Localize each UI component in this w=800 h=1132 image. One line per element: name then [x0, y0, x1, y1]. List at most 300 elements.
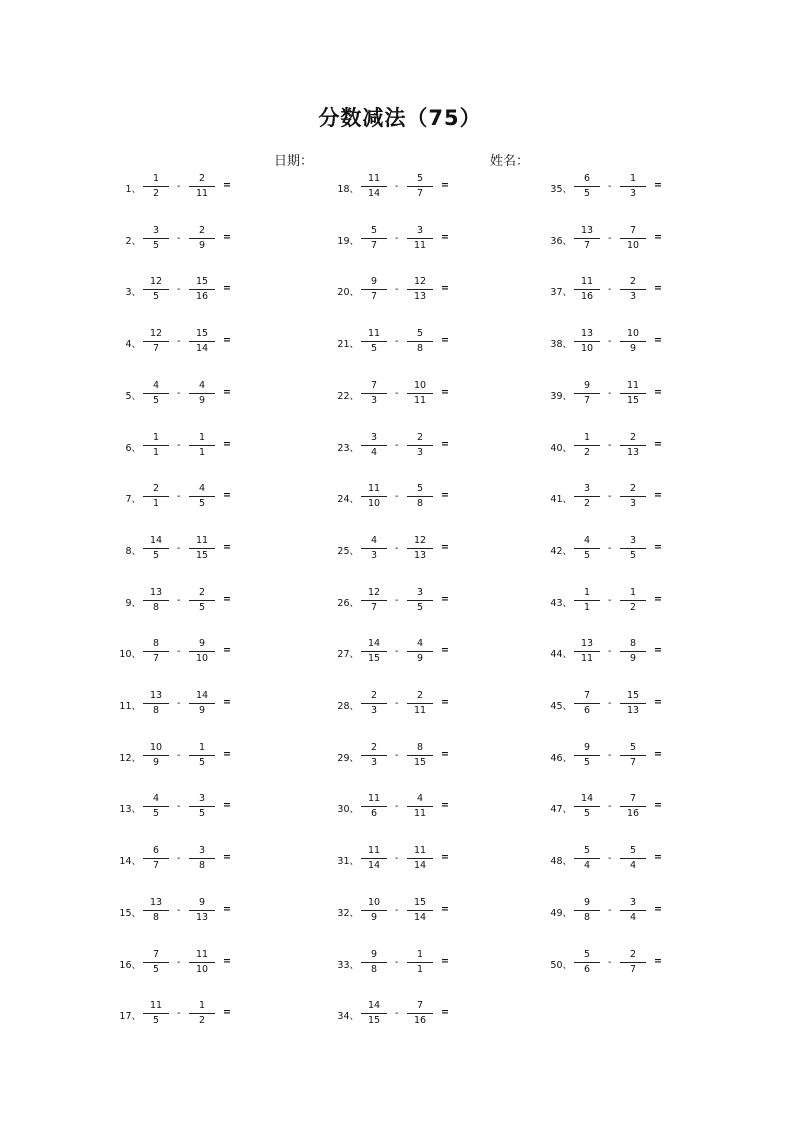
minuend-fraction	[572, 638, 602, 666]
subtrahend-fraction	[618, 638, 648, 666]
denominator: 5	[583, 808, 591, 820]
equals-sign: =	[223, 852, 231, 864]
equals-sign: =	[223, 748, 231, 760]
denominator: 13	[413, 291, 427, 303]
page-title: 分数减法（75）	[318, 106, 482, 130]
numerator: 3	[198, 793, 206, 805]
equals-sign: =	[223, 1007, 231, 1019]
numerator: 4	[416, 638, 424, 650]
subtrahend-fraction	[187, 483, 217, 511]
minuend-fraction	[572, 535, 602, 563]
numerator: 15	[626, 690, 640, 701]
problem-number: 13、	[119, 804, 141, 816]
numerator: 1	[629, 173, 637, 184]
denominator: 5	[583, 188, 591, 199]
minus-sign: -	[177, 336, 181, 348]
problem-number: 24、	[337, 494, 359, 506]
problem-number: 18、	[337, 184, 359, 195]
equals-sign: =	[441, 748, 449, 760]
denominator: 3	[629, 498, 637, 510]
equals-sign: =	[223, 800, 231, 812]
numerator: 7	[152, 948, 160, 960]
numerator: 1	[198, 741, 206, 753]
equals-sign: =	[223, 593, 231, 605]
problem-number: 17、	[119, 1011, 141, 1023]
denominator: 5	[152, 239, 160, 251]
problem-number: 43、	[550, 597, 572, 609]
denominator: 4	[629, 911, 637, 923]
subtrahend-fraction	[618, 380, 648, 408]
minus-sign: -	[177, 956, 181, 968]
denominator: 6	[583, 705, 591, 716]
minuend-fraction	[359, 1000, 389, 1028]
numerator: 2	[370, 690, 378, 701]
subtrahend-fraction	[618, 432, 648, 460]
subtrahend-fraction	[187, 638, 217, 666]
subtrahend-fraction	[618, 949, 648, 977]
denominator: 3	[370, 705, 378, 716]
minus-sign: -	[395, 904, 399, 916]
subtrahend-fraction	[405, 432, 435, 460]
subtrahend-fraction	[405, 638, 435, 666]
numerator: 4	[198, 379, 206, 391]
equals-sign: =	[223, 490, 231, 502]
problem-number: 3、	[125, 287, 141, 299]
subtrahend-fraction	[618, 587, 648, 615]
denominator: 9	[152, 756, 160, 768]
denominator: 7	[370, 239, 378, 251]
equals-sign: =	[441, 386, 449, 398]
equals-sign: =	[654, 180, 662, 191]
numerator: 15	[195, 276, 209, 288]
numerator: 2	[198, 173, 206, 184]
denominator: 14	[195, 343, 209, 355]
denominator: 11	[413, 705, 427, 716]
subtrahend-fraction	[187, 173, 217, 201]
minus-sign: -	[608, 853, 612, 865]
minuend-fraction	[141, 742, 171, 770]
minus-sign: -	[608, 542, 612, 554]
minus-sign: -	[395, 646, 399, 658]
denominator: 2	[583, 498, 591, 510]
problem-number: 28、	[337, 701, 359, 712]
denominator: 5	[152, 808, 160, 820]
denominator: 7	[152, 653, 160, 665]
minuend-fraction	[141, 793, 171, 821]
numerator: 5	[629, 741, 637, 753]
numerator: 4	[152, 379, 160, 391]
minus-sign: -	[608, 646, 612, 658]
numerator: 11	[149, 1000, 163, 1012]
problem-number: 22、	[337, 390, 359, 402]
numerator: 4	[416, 793, 424, 805]
numerator: 8	[629, 638, 637, 650]
minus-sign: -	[177, 491, 181, 503]
subtrahend-fraction	[618, 276, 648, 304]
minus-sign: -	[395, 284, 399, 296]
denominator: 5	[198, 808, 206, 820]
numerator: 3	[416, 586, 424, 598]
numerator: 2	[370, 741, 378, 753]
minus-sign: -	[608, 439, 612, 451]
denominator: 10	[580, 343, 594, 355]
minus-sign: -	[395, 542, 399, 554]
denominator: 5	[152, 291, 160, 303]
equals-sign: =	[441, 852, 449, 864]
numerator: 1	[198, 431, 206, 443]
subtrahend-fraction	[405, 897, 435, 925]
minuend-fraction	[141, 432, 171, 460]
numerator: 2	[629, 483, 637, 495]
minuend-fraction	[572, 742, 602, 770]
equals-sign: =	[654, 800, 662, 812]
problem-number: 16、	[119, 959, 141, 971]
minuend-fraction	[359, 535, 389, 563]
denominator: 8	[370, 963, 378, 975]
numerator: 9	[198, 896, 206, 908]
minuend-fraction	[572, 432, 602, 460]
denominator: 9	[198, 394, 206, 406]
numerator: 2	[416, 690, 424, 701]
minus-sign: -	[395, 336, 399, 348]
minuend-fraction	[572, 949, 602, 977]
numerator: 8	[152, 638, 160, 650]
subtrahend-fraction	[618, 845, 648, 873]
minus-sign: -	[395, 853, 399, 865]
numerator: 11	[367, 845, 381, 857]
minuend-fraction	[359, 793, 389, 821]
minus-sign: -	[395, 232, 399, 244]
numerator: 11	[413, 845, 427, 857]
numerator: 2	[198, 586, 206, 598]
denominator: 16	[626, 808, 640, 820]
problem-number: 2、	[125, 235, 141, 247]
numerator: 13	[149, 586, 163, 598]
denominator: 11	[413, 394, 427, 406]
problem-number: 44、	[550, 649, 572, 661]
equals-sign: =	[654, 438, 662, 450]
denominator: 14	[367, 188, 381, 199]
subtrahend-fraction	[187, 793, 217, 821]
denominator: 5	[416, 601, 424, 613]
date-label: 日期：	[274, 154, 314, 169]
minus-sign: -	[608, 801, 612, 813]
equals-sign: =	[223, 645, 231, 657]
numerator: 5	[416, 483, 424, 495]
denominator: 13	[626, 446, 640, 458]
minuend-fraction	[572, 483, 602, 511]
denominator: 14	[367, 860, 381, 872]
denominator: 8	[198, 860, 206, 872]
numerator: 1	[583, 431, 591, 443]
numerator: 2	[629, 276, 637, 288]
denominator: 16	[580, 291, 594, 303]
denominator: 15	[413, 756, 427, 768]
equals-sign: =	[654, 955, 662, 967]
subtrahend-fraction	[187, 690, 217, 718]
denominator: 9	[629, 653, 637, 665]
name-label: 姓名：	[490, 154, 530, 169]
subtrahend-fraction	[405, 1000, 435, 1028]
subtrahend-fraction	[618, 225, 648, 253]
numerator: 14	[580, 793, 594, 805]
denominator: 16	[195, 291, 209, 303]
denominator: 3	[629, 291, 637, 303]
denominator: 11	[195, 188, 209, 199]
minus-sign: -	[608, 956, 612, 968]
minuend-fraction	[572, 328, 602, 356]
numerator: 13	[149, 896, 163, 908]
equals-sign: =	[654, 697, 662, 708]
numerator: 13	[149, 690, 163, 701]
minus-sign: -	[395, 387, 399, 399]
subtrahend-fraction	[618, 690, 648, 718]
subtrahend-fraction	[618, 793, 648, 821]
numerator: 13	[580, 638, 594, 650]
equals-sign: =	[654, 386, 662, 398]
minus-sign: -	[177, 181, 181, 192]
numerator: 3	[198, 845, 206, 857]
denominator: 4	[629, 860, 637, 872]
denominator: 4	[370, 446, 378, 458]
subtrahend-fraction	[618, 173, 648, 201]
denominator: 11	[580, 653, 594, 665]
numerator: 11	[367, 328, 381, 340]
problem-number: 40、	[550, 442, 572, 454]
subtrahend-fraction	[618, 483, 648, 511]
minuend-fraction	[572, 845, 602, 873]
denominator: 8	[152, 911, 160, 923]
minuend-fraction	[141, 1000, 171, 1028]
minus-sign: -	[608, 284, 612, 296]
problem-number: 12、	[119, 752, 141, 764]
equals-sign: =	[654, 541, 662, 553]
minuend-fraction	[141, 587, 171, 615]
minuend-fraction	[572, 690, 602, 718]
numerator: 11	[367, 173, 381, 184]
problem-number: 49、	[550, 907, 572, 919]
numerator: 3	[629, 534, 637, 546]
minus-sign: -	[395, 491, 399, 503]
denominator: 4	[583, 860, 591, 872]
minuend-fraction	[572, 897, 602, 925]
minuend-fraction	[141, 690, 171, 718]
minuend-fraction	[141, 328, 171, 356]
problem-number: 7、	[125, 494, 141, 506]
denominator: 8	[416, 343, 424, 355]
equals-sign: =	[223, 955, 231, 967]
subtrahend-fraction	[187, 225, 217, 253]
subtrahend-fraction	[187, 897, 217, 925]
minuend-fraction	[359, 380, 389, 408]
minuend-fraction	[359, 587, 389, 615]
numerator: 11	[367, 483, 381, 495]
minuend-fraction	[572, 276, 602, 304]
denominator: 11	[413, 808, 427, 820]
problem-number: 5、	[125, 390, 141, 402]
minus-sign: -	[608, 491, 612, 503]
minuend-fraction	[141, 949, 171, 977]
problem-number: 26、	[337, 597, 359, 609]
minuend-fraction	[359, 483, 389, 511]
numerator: 5	[370, 224, 378, 236]
equals-sign: =	[441, 1007, 449, 1019]
equals-sign: =	[223, 697, 231, 708]
numerator: 13	[580, 224, 594, 236]
minus-sign: -	[608, 749, 612, 761]
minuend-fraction	[359, 328, 389, 356]
denominator: 1	[152, 498, 160, 510]
problem-number: 35、	[550, 184, 572, 195]
numerator: 1	[416, 948, 424, 960]
minus-sign: -	[395, 698, 399, 709]
problem-number: 10、	[119, 649, 141, 661]
equals-sign: =	[223, 386, 231, 398]
numerator: 4	[152, 793, 160, 805]
denominator: 9	[629, 343, 637, 355]
denominator: 7	[370, 291, 378, 303]
subtrahend-fraction	[187, 845, 217, 873]
equals-sign: =	[441, 490, 449, 502]
equals-sign: =	[441, 903, 449, 915]
denominator: 8	[583, 911, 591, 923]
minus-sign: -	[177, 801, 181, 813]
minus-sign: -	[177, 232, 181, 244]
subtrahend-fraction	[405, 328, 435, 356]
numerator: 14	[367, 1000, 381, 1012]
numerator: 9	[583, 896, 591, 908]
minus-sign: -	[177, 698, 181, 709]
problem-number: 39、	[550, 390, 572, 402]
numerator: 2	[629, 948, 637, 960]
equals-sign: =	[654, 283, 662, 295]
subtrahend-fraction	[187, 1000, 217, 1028]
denominator: 7	[583, 239, 591, 251]
numerator: 2	[152, 483, 160, 495]
problem-number: 42、	[550, 545, 572, 557]
denominator: 5	[629, 549, 637, 561]
problem-number: 37、	[550, 287, 572, 299]
equals-sign: =	[441, 283, 449, 295]
subtrahend-fraction	[187, 587, 217, 615]
denominator: 5	[152, 549, 160, 561]
denominator: 3	[629, 188, 637, 199]
denominator: 3	[416, 446, 424, 458]
numerator: 11	[195, 948, 209, 960]
minuend-fraction	[359, 173, 389, 201]
numerator: 7	[583, 690, 591, 701]
numerator: 3	[629, 896, 637, 908]
minuend-fraction	[359, 897, 389, 925]
equals-sign: =	[654, 748, 662, 760]
denominator: 10	[367, 498, 381, 510]
denominator: 7	[583, 394, 591, 406]
problem-number: 32、	[337, 907, 359, 919]
equals-sign: =	[654, 903, 662, 915]
minus-sign: -	[608, 594, 612, 606]
numerator: 3	[416, 224, 424, 236]
equals-sign: =	[223, 180, 231, 191]
denominator: 13	[413, 549, 427, 561]
problem-number: 29、	[337, 752, 359, 764]
numerator: 5	[416, 328, 424, 340]
problem-number: 21、	[337, 339, 359, 351]
numerator: 12	[149, 328, 163, 340]
problem-number: 48、	[550, 856, 572, 868]
subtrahend-fraction	[405, 483, 435, 511]
numerator: 4	[370, 534, 378, 546]
minus-sign: -	[608, 336, 612, 348]
minuend-fraction	[141, 897, 171, 925]
numerator: 15	[195, 328, 209, 340]
numerator: 2	[198, 224, 206, 236]
problem-number: 23、	[337, 442, 359, 454]
problem-number: 11、	[119, 701, 141, 712]
denominator: 15	[367, 1015, 381, 1027]
denominator: 5	[198, 498, 206, 510]
denominator: 7	[370, 601, 378, 613]
denominator: 1	[416, 963, 424, 975]
denominator: 3	[370, 756, 378, 768]
minus-sign: -	[608, 698, 612, 709]
denominator: 5	[583, 756, 591, 768]
minuend-fraction	[359, 276, 389, 304]
minus-sign: -	[395, 749, 399, 761]
minus-sign: -	[608, 387, 612, 399]
minus-sign: -	[177, 542, 181, 554]
denominator: 15	[195, 549, 209, 561]
equals-sign: =	[223, 231, 231, 243]
problem-number: 19、	[337, 235, 359, 247]
denominator: 5	[152, 394, 160, 406]
numerator: 9	[370, 276, 378, 288]
denominator: 10	[195, 963, 209, 975]
minus-sign: -	[177, 904, 181, 916]
minus-sign: -	[395, 439, 399, 451]
numerator: 12	[149, 276, 163, 288]
equals-sign: =	[223, 903, 231, 915]
subtrahend-fraction	[187, 432, 217, 460]
equals-sign: =	[441, 541, 449, 553]
minus-sign: -	[395, 594, 399, 606]
minuend-fraction	[141, 276, 171, 304]
numerator: 14	[149, 534, 163, 546]
subtrahend-fraction	[187, 742, 217, 770]
denominator: 13	[626, 705, 640, 716]
numerator: 3	[370, 431, 378, 443]
subtrahend-fraction	[187, 949, 217, 977]
numerator: 9	[198, 638, 206, 650]
numerator: 9	[370, 948, 378, 960]
numerator: 11	[626, 379, 640, 391]
minuend-fraction	[141, 535, 171, 563]
numerator: 10	[149, 741, 163, 753]
subtrahend-fraction	[618, 897, 648, 925]
subtrahend-fraction	[187, 276, 217, 304]
denominator: 6	[370, 808, 378, 820]
numerator: 1	[152, 173, 160, 184]
numerator: 12	[413, 276, 427, 288]
denominator: 9	[198, 239, 206, 251]
minuend-fraction	[359, 742, 389, 770]
denominator: 9	[198, 705, 206, 716]
numerator: 7	[416, 1000, 424, 1012]
minus-sign: -	[177, 646, 181, 658]
equals-sign: =	[654, 231, 662, 243]
denominator: 2	[152, 188, 160, 199]
minus-sign: -	[177, 284, 181, 296]
subtrahend-fraction	[187, 380, 217, 408]
